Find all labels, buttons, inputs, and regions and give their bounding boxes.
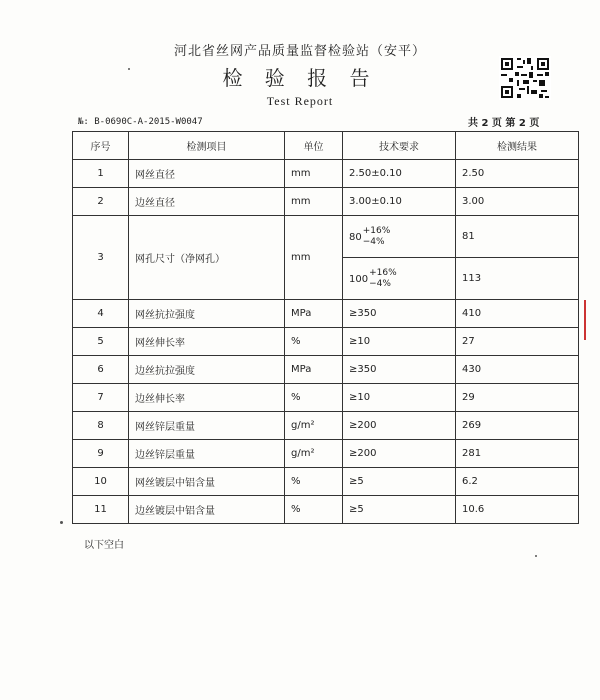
row-no: 8 [73, 412, 129, 440]
row-result: 27 [456, 328, 579, 356]
table-row [73, 384, 579, 412]
header-item: 检测项目 [129, 132, 285, 160]
row-item: 网丝镀层中铝含量 [129, 468, 285, 496]
row-no: 9 [73, 440, 129, 468]
row-requirement: ≥5 [343, 496, 456, 524]
mesh-requirement-80 [343, 216, 456, 258]
tol-minus: −4% [362, 236, 385, 247]
row-requirement: ≥350 [343, 356, 456, 384]
organization-name: 河北省丝网产品质量监督检验站（安平） [173, 44, 426, 59]
row-unit: % [285, 468, 343, 496]
row-result: 2.50 [456, 160, 579, 188]
row-item: 边丝直径 [129, 188, 285, 216]
row-item: 网丝抗拉强度 [129, 300, 285, 328]
row-requirement: ≥10 [343, 384, 456, 412]
row-no: 7 [73, 384, 129, 412]
header-unit: 单位 [285, 132, 343, 160]
table-row [73, 356, 579, 384]
row-unit: mm [285, 188, 343, 216]
row-requirement: 2.50±0.10 [343, 160, 456, 188]
row-no: 6 [73, 356, 129, 384]
table-row [73, 300, 579, 328]
report-title: 检 验 报 告 [222, 66, 378, 90]
row-no: 10 [73, 468, 129, 496]
mesh-nominal: 80 [349, 231, 362, 243]
row-item: 网孔尺寸（净网孔） [129, 216, 285, 300]
row-requirement: 3.00±0.10 [343, 188, 456, 216]
scan-edge-mark [584, 300, 586, 340]
row-unit: g/m² [285, 412, 343, 440]
row-no: 1 [73, 160, 129, 188]
row-item: 边丝抗拉强度 [129, 356, 285, 384]
row-unit: % [285, 496, 343, 524]
row-result: 410 [456, 300, 579, 328]
row-unit: MPa [285, 356, 343, 384]
header-no: 序号 [73, 132, 129, 160]
row-item: 边丝镀层中铝含量 [129, 496, 285, 524]
header-result: 检测结果 [456, 132, 579, 160]
row-unit: % [285, 384, 343, 412]
scan-speck [128, 68, 130, 70]
row-result: 6.2 [456, 468, 579, 496]
header-requirement: 技术要求 [343, 132, 456, 160]
row-no: 11 [73, 496, 129, 524]
table-row [73, 496, 579, 524]
table-row [73, 440, 579, 468]
table-row [73, 188, 579, 216]
scan-speck [60, 521, 63, 524]
row-result: 269 [456, 412, 579, 440]
row-no: 3 [73, 216, 129, 300]
mesh-tolerance [369, 268, 397, 290]
report-subtitle: Test Report [266, 94, 334, 108]
table-row-mesh [73, 216, 579, 258]
row-unit: mm [285, 160, 343, 188]
tol-plus: +16% [362, 225, 391, 236]
test-results-table [72, 131, 579, 524]
row-result: 29 [456, 384, 579, 412]
row-no: 5 [73, 328, 129, 356]
table-row [73, 412, 579, 440]
table-row [73, 160, 579, 188]
row-item: 网丝伸长率 [129, 328, 285, 356]
row-result: 10.6 [456, 496, 579, 524]
row-item: 边丝伸长率 [129, 384, 285, 412]
row-result: 3.00 [456, 188, 579, 216]
row-result: 281 [456, 440, 579, 468]
end-note: 以下空白 [84, 540, 124, 551]
mesh-nominal: 100 [349, 273, 369, 285]
page-info: 共 2 页 第 2 页 [468, 118, 540, 129]
scan-speck [535, 555, 537, 557]
tol-plus: +16% [369, 267, 397, 278]
mesh-requirement-100 [343, 258, 456, 300]
row-requirement: ≥5 [343, 468, 456, 496]
row-item: 边丝锌层重量 [129, 440, 285, 468]
row-unit: mm [285, 216, 343, 300]
row-item: 网丝锌层重量 [129, 412, 285, 440]
report-number: №: B-0690C-A-2015-W0047 [78, 117, 203, 127]
table-row [73, 328, 579, 356]
row-no: 4 [73, 300, 129, 328]
row-requirement: ≥200 [343, 412, 456, 440]
tol-minus: −4% [369, 278, 391, 289]
mesh-tolerance [363, 226, 391, 248]
row-unit: MPa [285, 300, 343, 328]
mesh-result-100: 113 [456, 258, 579, 300]
row-item: 网丝直径 [129, 160, 285, 188]
row-unit: g/m² [285, 440, 343, 468]
mesh-result-80: 81 [456, 216, 579, 258]
row-requirement: ≥200 [343, 440, 456, 468]
qr-code-icon [499, 56, 551, 100]
row-requirement: ≥350 [343, 300, 456, 328]
row-requirement: ≥10 [343, 328, 456, 356]
table-row [73, 468, 579, 496]
row-result: 430 [456, 356, 579, 384]
row-unit: % [285, 328, 343, 356]
row-no: 2 [73, 188, 129, 216]
